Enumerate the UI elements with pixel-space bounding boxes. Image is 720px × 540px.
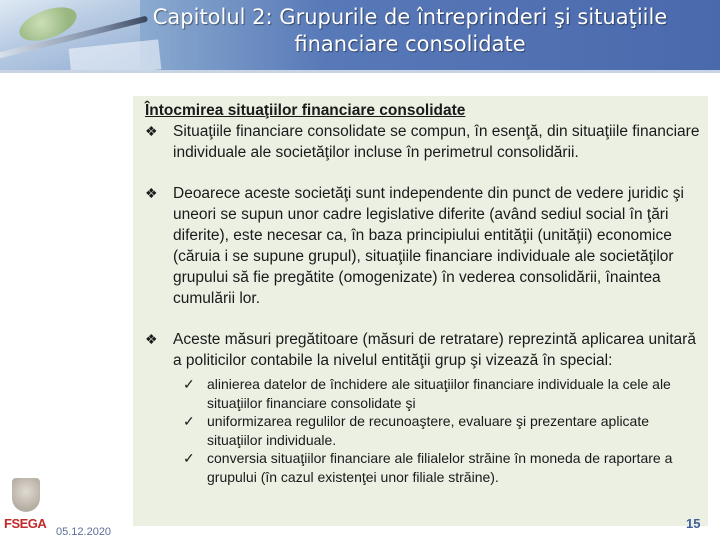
logo-text: FSEGA	[4, 516, 47, 531]
sub-item-3	[179, 449, 705, 486]
checkmark-icon: ✓	[183, 376, 195, 392]
bullet-text-2: Deoarece aceste societăţi sunt independente din punct de vedere juridic şi uneori se supun unor cadre legislative diferite (având sediul social în ţări diferite), este necesar ca, în baza principiului entităţii (unităţii) economice (căruia i se supune grupul), situaţiile financiare individuale ale societăţilor grupului să fie pregătite (omogenizate) în vederea consolidării, înaintea cumulării lor.	[173, 185, 684, 307]
checkmark-icon: ✓	[183, 413, 195, 429]
sub-item-2	[179, 412, 705, 449]
diamond-bullet-icon: ❖	[145, 185, 158, 201]
header-divider	[0, 70, 720, 73]
page-number: 15	[686, 516, 701, 531]
bullet-text-1: Situaţiile financiare consolidate se compun, în esenţă, din situaţiile financiare individuale ale societăţilor incluse în perimetrul consolidării.	[173, 123, 700, 161]
slide-header	[0, 0, 720, 70]
sub-item-1	[179, 375, 705, 412]
bullet-item-2	[145, 183, 705, 309]
sub-text-1: alinierea datelor de închidere ale situaţiilor financiare individuale la cele ale situaţiilor financiare consolidate şi	[207, 376, 671, 411]
checkmark-icon: ✓	[183, 450, 195, 466]
slide-content	[145, 100, 705, 486]
bullet-item-1	[145, 121, 705, 163]
sub-text-3: conversia situaţiilor financiare ale filialelor străine în moneda de raportare a grupului (în cazul existenţei unor filiale străine).	[207, 450, 673, 485]
sub-list	[179, 375, 705, 486]
bullet-text-3: Aceste măsuri pregătitoare (măsuri de retratare) reprezintă aplicarea unitară a politicilor contabile la nivelul entităţii grup şi vizează în special:	[173, 331, 696, 369]
slide-title-line-1: Capitolul 2: Grupurile de întreprinderi şi situaţiile	[152, 5, 668, 29]
crest-icon	[12, 478, 40, 512]
diamond-bullet-icon: ❖	[145, 123, 158, 139]
slide-date: 05.12.2020	[56, 526, 112, 538]
bullet-item-3	[145, 329, 705, 371]
slide-title	[100, 4, 720, 58]
section-heading: Întocmirea situaţiilor financiare consolidate	[145, 102, 466, 119]
slide-title-line-2: financiare consolidate	[294, 32, 526, 56]
diamond-bullet-icon: ❖	[145, 331, 158, 347]
sub-text-2: uniformizarea regulilor de recunoaştere, evaluare şi prezentare aplicate situaţiilor individuale.	[207, 413, 650, 448]
fsega-logo	[4, 478, 48, 536]
